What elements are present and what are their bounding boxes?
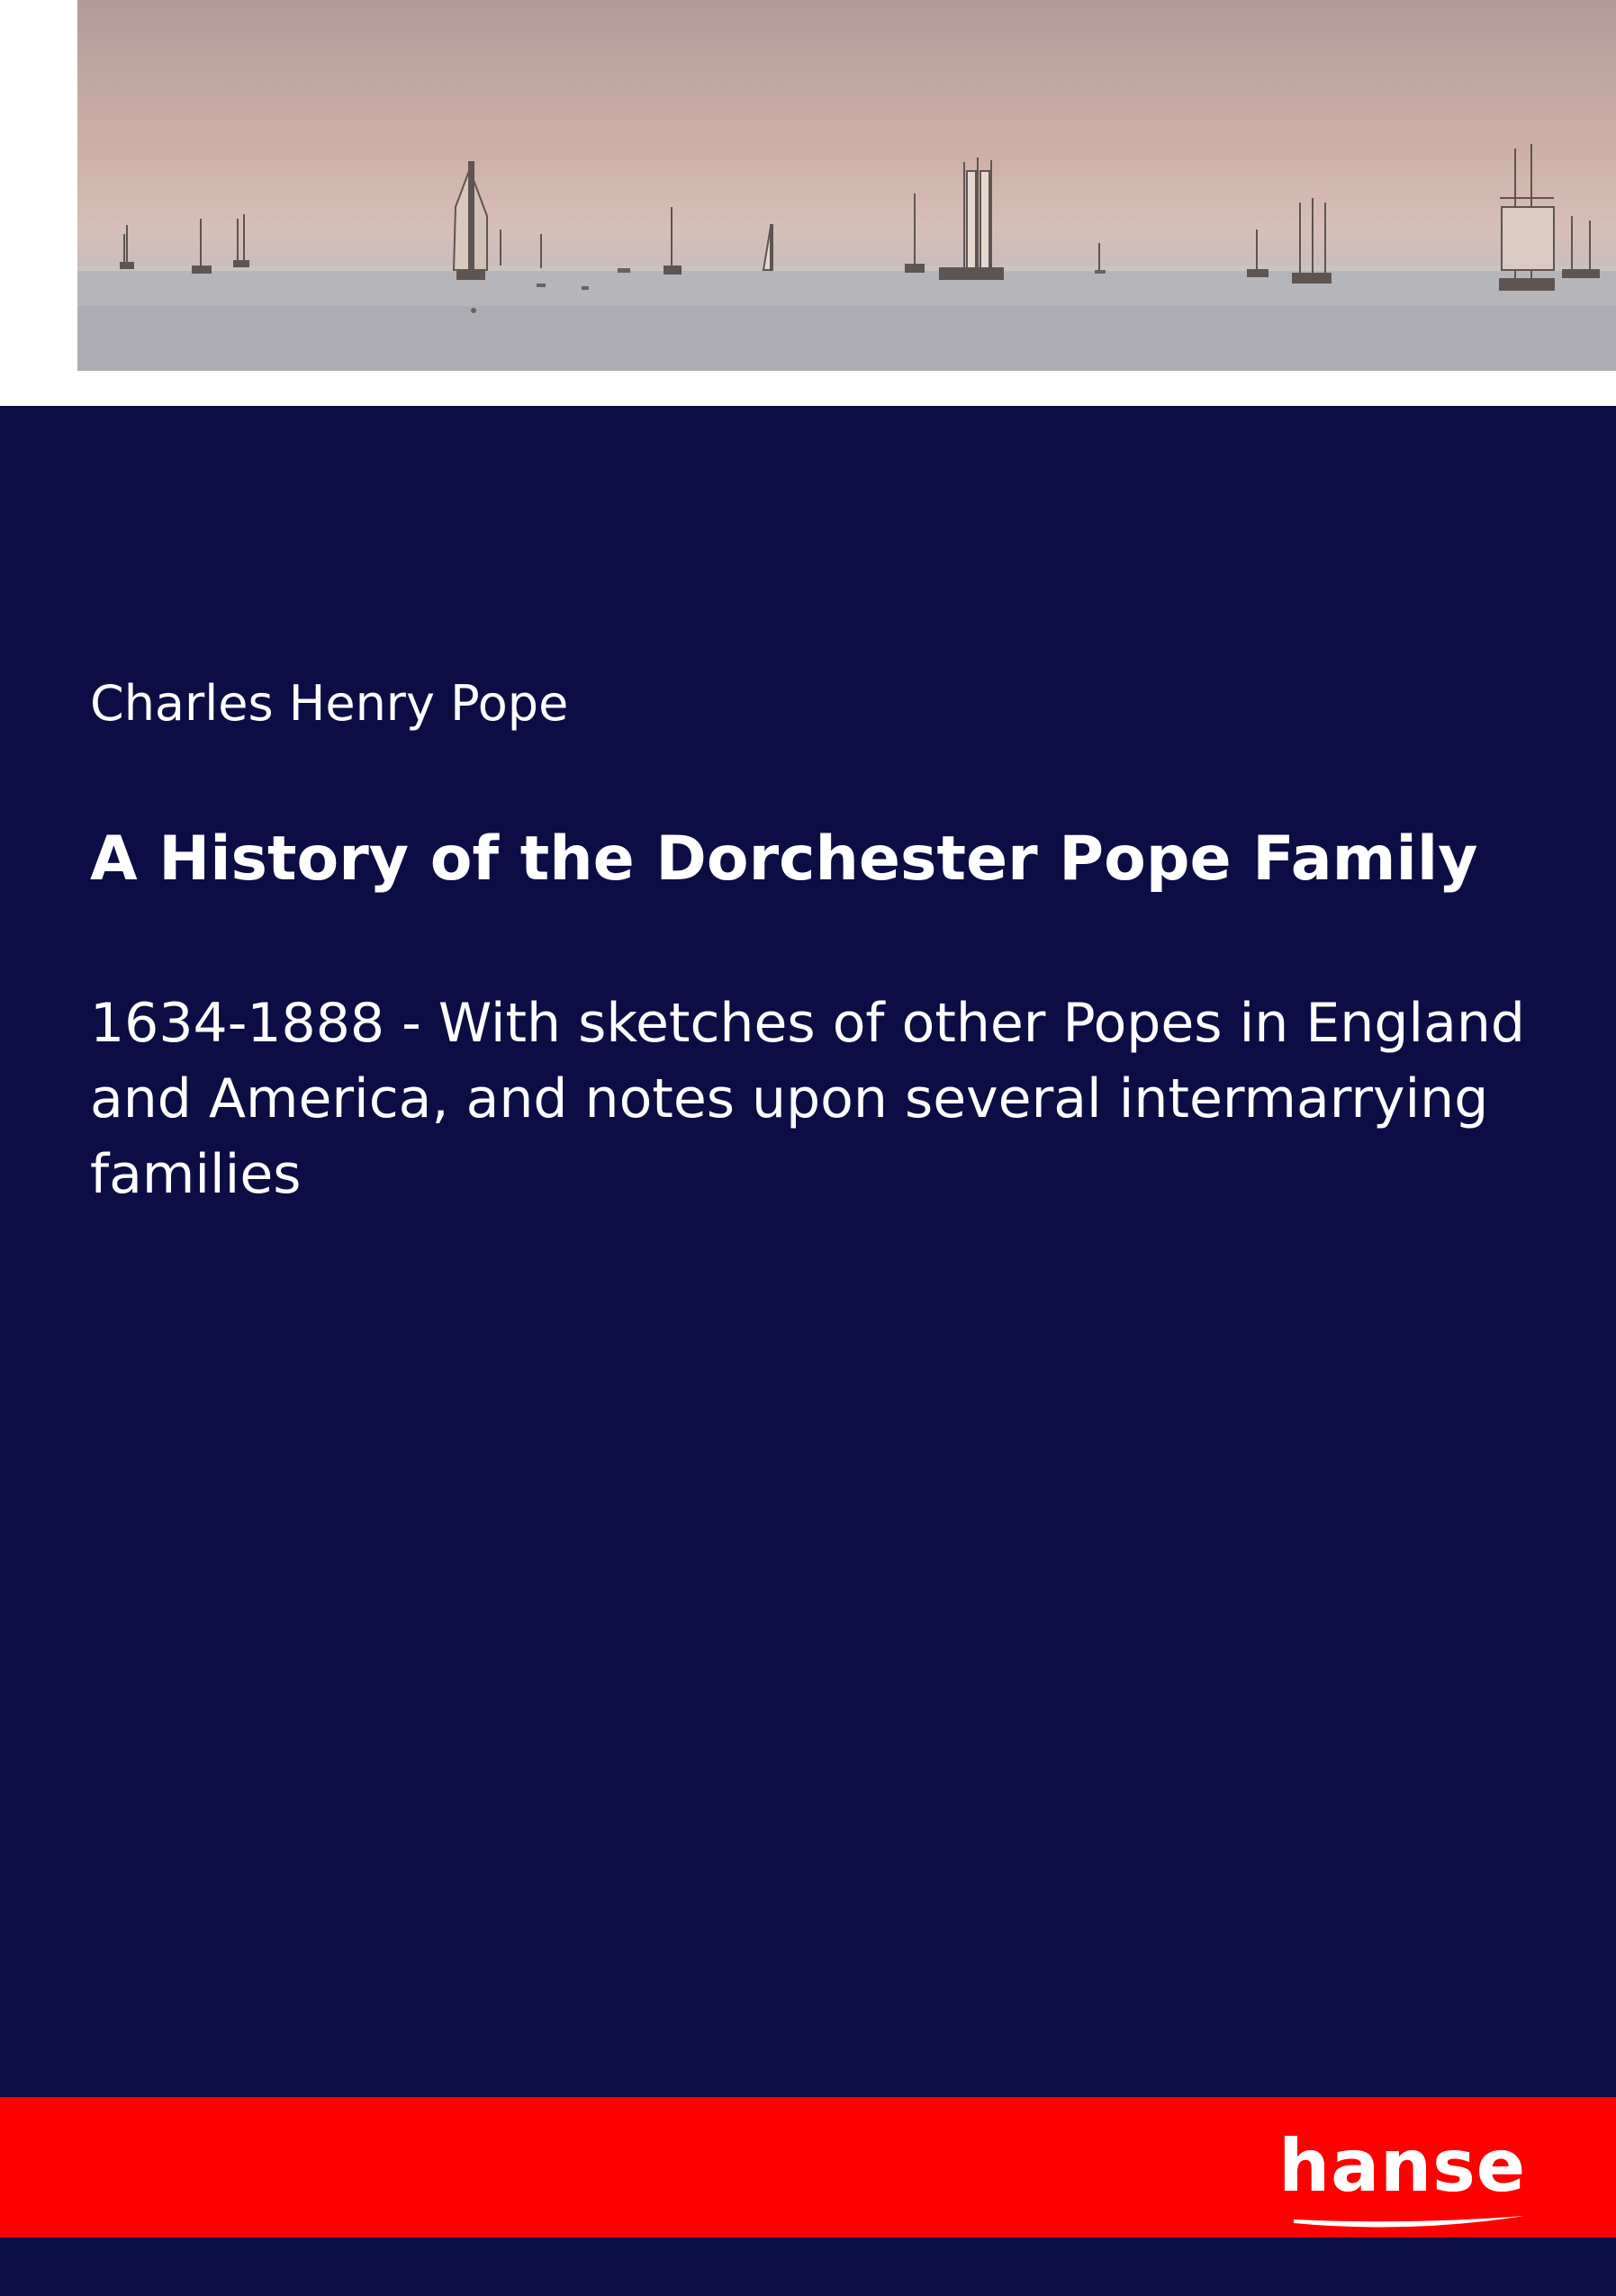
cover-background-panel [0,406,1616,2097]
cover-bottom-strip [0,2237,1616,2296]
sailing-ships-illustration [77,0,1616,371]
publisher-logo: hanse [1278,2124,1526,2208]
cover-photo-tall-ships [77,0,1616,371]
logo-swoosh-icon [1292,2212,1526,2230]
author-name: Charles Henry Pope [90,675,569,732]
book-subtitle: 1634-1888 - With sketches of other Popes in England and America, and notes upon several intermarrying families [90,992,1525,1206]
book-title: A History of the Dorchester Pope Family [90,824,1478,895]
